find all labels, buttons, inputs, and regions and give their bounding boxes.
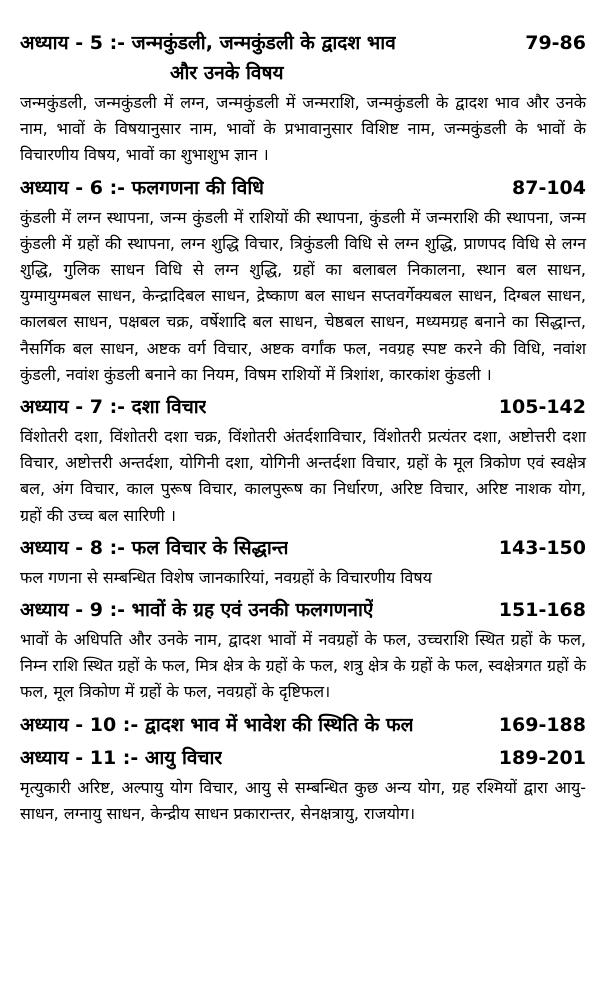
- chapter-title: अध्याय - 7 :- दशा विचार: [20, 396, 207, 419]
- chapter-topics: जन्मकुंडली, जन्मकुंडली में लग्न, जन्मकुंडली में जन्मराशि, जन्मकुंडली के द्वादश भाव और उनके नाम, भावों के विषयानुसार नाम, भावों के प्रभावानुसार विशिष्ट नाम, जन्मकुंडली के भावों के विचारणीय विषय, भावों का शुभाशुभ ज्ञान ।: [20, 93, 586, 165]
- chapter-heading: [20, 173, 586, 203]
- chapter-topics: कुंडली में लग्न स्थापना, जन्म कुंडली में राशियों की स्थापना, कुंडली में जन्मराशि की स्थापना, जन्म कुंडली में ग्रहों की स्थापना, लग्न शुद्धि विचार, त्रिकुंडली विधि से लग्न शुद्धि, प्राणपद विधि से लग्न शुद्धि, गुलिक साधन विधि से लग्न शुद्धि, ग्रहों का बलाबल निकालना, स्थान बल साधन, युग्मायुग्मबल साधन, केन्द्रादिबल साधन, द्रेष्काण बल साधन सप्तवर्गेक्यबल साधन, दिग्बल साधन, कालबल साधन, पक्षबल चक्र, वर्षेशादि बल साधन, चेष्ठबल साधन, मध्यमग्रह बनाने का सिद्धान्त, नैसर्गिक बल साधन, अष्टक वर्ग विचार, अष्टक वर्गांक फल, नवग्रह स्पष्ट करने की विधि, नवांश कुंडली, नवांश कुंडली बनाने का नियम, विषम राशियों में त्रिशांश, कारकांश कुंडली ।: [20, 207, 586, 384]
- chapter-8: [20, 533, 586, 591]
- chapter-topics: विंशोतरी दशा, विंशोतरी दशा चक्र, विंशोतरी अंतर्दशाविचार, विंशोतरी प्रत्यंतर दशा, अष्टोत्तरी दशा विचार, अष्टोत्तरी अन्तर्दशा, योगिनी दशा, योगिनी अन्तर्दशा विचार, ग्रहों के मूल त्रिकोण एवं स्वक्षेत्र बल, अंग विचार, काल पुरूष विचार, कालपुरूष का निर्धारण, अरिष्ट विचार, अरिष्ट नाशक योग, ग्रहों की उच्च बल सारिणी ।: [20, 427, 586, 525]
- chapter-pages: 169-188: [498, 713, 586, 736]
- chapter-heading: [20, 392, 586, 422]
- chapter-pages: 105-142: [498, 396, 586, 419]
- chapter-pages: 87-104: [512, 176, 586, 199]
- chapter-9: [20, 595, 586, 706]
- chapter-pages: 189-201: [498, 746, 586, 769]
- chapter-title: अध्याय - 10 :- द्वादश भाव में भावेश की स्थिति के फल: [20, 713, 414, 736]
- chapter-pages: 151-168: [498, 599, 586, 622]
- chapter-heading: [20, 533, 586, 563]
- chapter-5: [20, 28, 586, 169]
- chapter-title: अध्याय - 9 :- भावों के ग्रह एवं उनकी फलगणनाऐं: [20, 599, 374, 622]
- chapter-title-continued: और उनके विषय: [170, 62, 284, 84]
- chapter-heading: [20, 743, 586, 773]
- chapter-title: अध्याय - 8 :- फल विचार के सिद्धान्त: [20, 536, 289, 559]
- chapter-7: [20, 392, 586, 529]
- chapter-pages: 143-150: [498, 536, 586, 559]
- chapter-pages: 79-86: [525, 32, 586, 54]
- chapter-title: अध्याय - 11 :- आयु विचार: [20, 746, 223, 769]
- chapter-topics: फल गणना से सम्बन्धित विशेष जानकारियां, नवग्रहों के विचारणीय विषय: [20, 567, 432, 587]
- chapter-heading: [20, 28, 586, 58]
- chapter-11: [20, 743, 586, 827]
- chapter-heading: [20, 595, 586, 625]
- chapter-title: अध्याय - 6 :- फलगणना की विधि: [20, 176, 264, 199]
- chapter-topics: मृत्युकारी अरिष्ट, अल्पायु योग विचार, आयु से सम्बन्धित कुछ अन्य योग, ग्रह रश्मियों द्वारा आयु-साधन, लग्नायु साधन, केन्द्रीय साधन प्रकारान्तर, सेनक्षत्रायु, राजयोग।: [20, 777, 586, 823]
- chapter-6: [20, 173, 586, 388]
- chapter-title: अध्याय - 5 :- जन्मकुंडली, जन्मकुंडली के द्वादश भाव: [20, 32, 396, 54]
- chapter-topics: भावों के अधिपति और उनके नाम, द्वादश भावों में नवग्रहों के फल, उच्चराशि स्थित ग्रहों के फल, निम्न राशि स्थित ग्रहों के फल, मित्र क्षेत्र के ग्रहों के फल, शत्रु क्षेत्र के ग्रहों के फल, स्वक्षेत्रगत ग्रहों के फल, मूल त्रिकोण में ग्रहों के फल, नवग्रहों के दृष्टिफल।: [20, 630, 586, 702]
- chapter-10: [20, 710, 586, 740]
- chapter-heading: [20, 710, 586, 740]
